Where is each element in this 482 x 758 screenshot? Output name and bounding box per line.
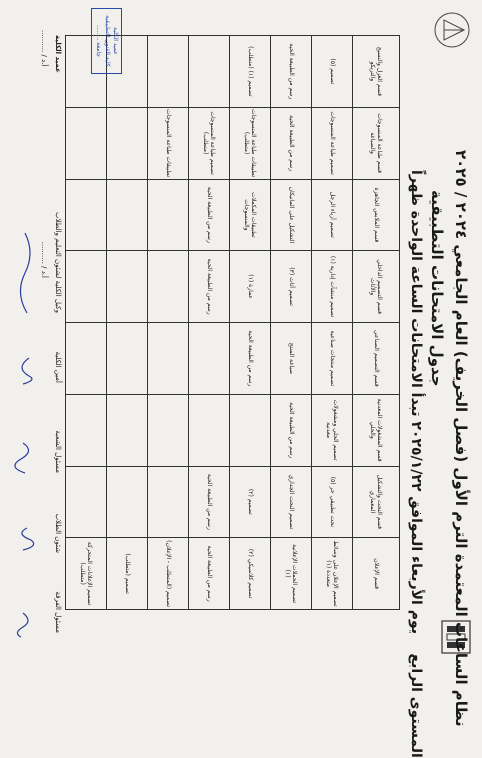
table-row (189, 36, 230, 610)
table-cell (189, 394, 230, 466)
table-cell (66, 179, 107, 251)
handwritten-signatures (9, 143, 37, 643)
table-cell: رسم من الطبيعة الحية (189, 179, 230, 251)
table-cell (66, 466, 107, 538)
table-cell (148, 36, 189, 108)
level-and-start-time (408, 170, 424, 758)
college-seal-icon (432, 10, 472, 50)
table-row (271, 36, 312, 610)
table-cell (230, 394, 271, 466)
header-cell: قسم التحت والتشكيل المعماري (353, 466, 400, 538)
table-cell: تصميم (٥) (312, 36, 353, 108)
header-cell: قسم طباعة المنسوجات والصباغة (353, 107, 400, 179)
table-cell (66, 323, 107, 395)
table-cell: تصميم الحلي ومشغولات معدنية (312, 394, 353, 466)
table-cell: رسم من الطبيعة الحية (189, 251, 230, 323)
table-cell (107, 466, 148, 538)
stamp-line: عميد الكلية (112, 27, 119, 55)
table-cell: تصميم منشآت إدارية (١) (312, 251, 353, 323)
table-cell: تصميم الحملات الإعلانية (١) (271, 538, 312, 610)
table-cell: نحت تطبيقي حر (٥) (312, 466, 353, 538)
table-cell: تصميم (٢) (230, 466, 271, 538)
header-cell-advertising: قسم الإعلان (353, 538, 400, 610)
table-cell: تطبيقات طباعة المنسوجات (متطلب) (230, 107, 271, 179)
table-cell: صياغة المنتج (271, 323, 312, 395)
table-cell: تصميم طباعة المنسوجات (متطلب) (189, 107, 230, 179)
table-cell: تصميم منتجات صناعية (312, 323, 353, 395)
header-cell: قسم المشغولات المعدنية والحلي (353, 394, 400, 466)
table-cell (107, 251, 148, 323)
header-cell: قسم التصميم الداخلي والأثاث (353, 251, 400, 323)
table-cell (66, 394, 107, 466)
header-cell: قسم الملابس الجاهزة (353, 179, 400, 251)
document-subtitle: جدول الامتحانات التطبيقية (428, 190, 446, 387)
table-cell: تصميم النحت الجداري (271, 466, 312, 538)
table-cell: تصميم (١) (متطلب) (230, 36, 271, 108)
exam-schedule-table (65, 35, 400, 610)
table-cell: رسم من الطبيعة الحية (271, 394, 312, 466)
table-cell (107, 394, 148, 466)
table-cell (148, 251, 189, 323)
table-cell: التشكيل على المانيكان (271, 179, 312, 251)
table-cell: تصميم أثاث (٣) (271, 251, 312, 323)
table-cell: تصميم طباعة المنسوجات (312, 107, 353, 179)
table-cell (107, 179, 148, 251)
start-time-text: يوم الأربعاء الموافق ٢٠٢٥/١/٢٢ تبدأ الامتحانات الساعة الواحدة ظهراً (408, 170, 424, 635)
table-cell: رسم من الطبيعة الحية (271, 36, 312, 108)
table-cell: رسم من الطبيعة الحية (271, 107, 312, 179)
table-row (230, 36, 271, 610)
table-row (148, 36, 189, 610)
document-title: نظام الساعات المعتمدة الترم الأول (فصل الخريف) العام الجامعي ٢٠٢٤ / ٢٠٢٥ (452, 150, 470, 727)
table-cell (189, 36, 230, 108)
table-cell: تطبيقات طباعة المنسوجات (148, 107, 189, 179)
table-cell (148, 179, 189, 251)
table-row (107, 36, 148, 610)
table-cell: رسم من الطبيعة الحية (189, 466, 230, 538)
table-cell: تطبيقات المكملات والمنسوجات (230, 179, 271, 251)
table-cell: تصميم (متطلب) (107, 538, 148, 610)
header-cell: قسم التصميم الصناعي (353, 323, 400, 395)
dean-name: أ.د / .......... (40, 30, 48, 67)
table-cell: تصميم أزياء الرجل (312, 179, 353, 251)
table-cell: تصميم كلاسيكي (٢) (230, 538, 271, 610)
table-cell (66, 251, 107, 323)
stamp-line: جامعة ........ (95, 24, 103, 58)
signature-name-vice-dean: أ.د / .......... (40, 241, 48, 278)
signature-label-vice-dean: وكيل الكلية لشئون التعليم والطلاب (54, 211, 62, 313)
table-cell (148, 323, 189, 395)
table-cell (66, 107, 107, 179)
table-cell (189, 323, 230, 395)
table-cell (107, 323, 148, 395)
college-stamp (91, 8, 122, 74)
table-cell: رسم من الطبيعة الحية (230, 323, 271, 395)
signature-label-college-secretary: أمين الكلية (54, 351, 62, 383)
dean-label: عميد الكلية (54, 35, 62, 73)
table-row (66, 36, 107, 610)
level-label: المستوى الرابع (408, 653, 424, 758)
signature-label-class-officer: مسئول الفرقة (54, 591, 62, 633)
table-cell (107, 107, 148, 179)
table-header-row (353, 36, 400, 610)
stamp-line: كلية الفنون التطبيقية (103, 15, 111, 67)
signature-label-student-affairs: شئون الطلاب (54, 513, 62, 553)
table-cell: تصميم الإعلانات المتحركة (متطلب) (66, 538, 107, 610)
table-row (312, 36, 353, 610)
table-cell: عمارة (١) (230, 251, 271, 323)
table-cell: تصميم الإعلان على وسائط متعددة (١) (312, 538, 353, 610)
table-cell (148, 466, 189, 538)
signature-label-division-officer: مسئول الشعبة (54, 430, 62, 473)
table-cell (148, 394, 189, 466)
header-cell: قسم الغزل والنسيج والتريكو (353, 36, 400, 108)
table-cell: تصميم (المتطلب - الإعلان) (148, 538, 189, 610)
table-cell: رسم من الطبيعة الحية (189, 538, 230, 610)
